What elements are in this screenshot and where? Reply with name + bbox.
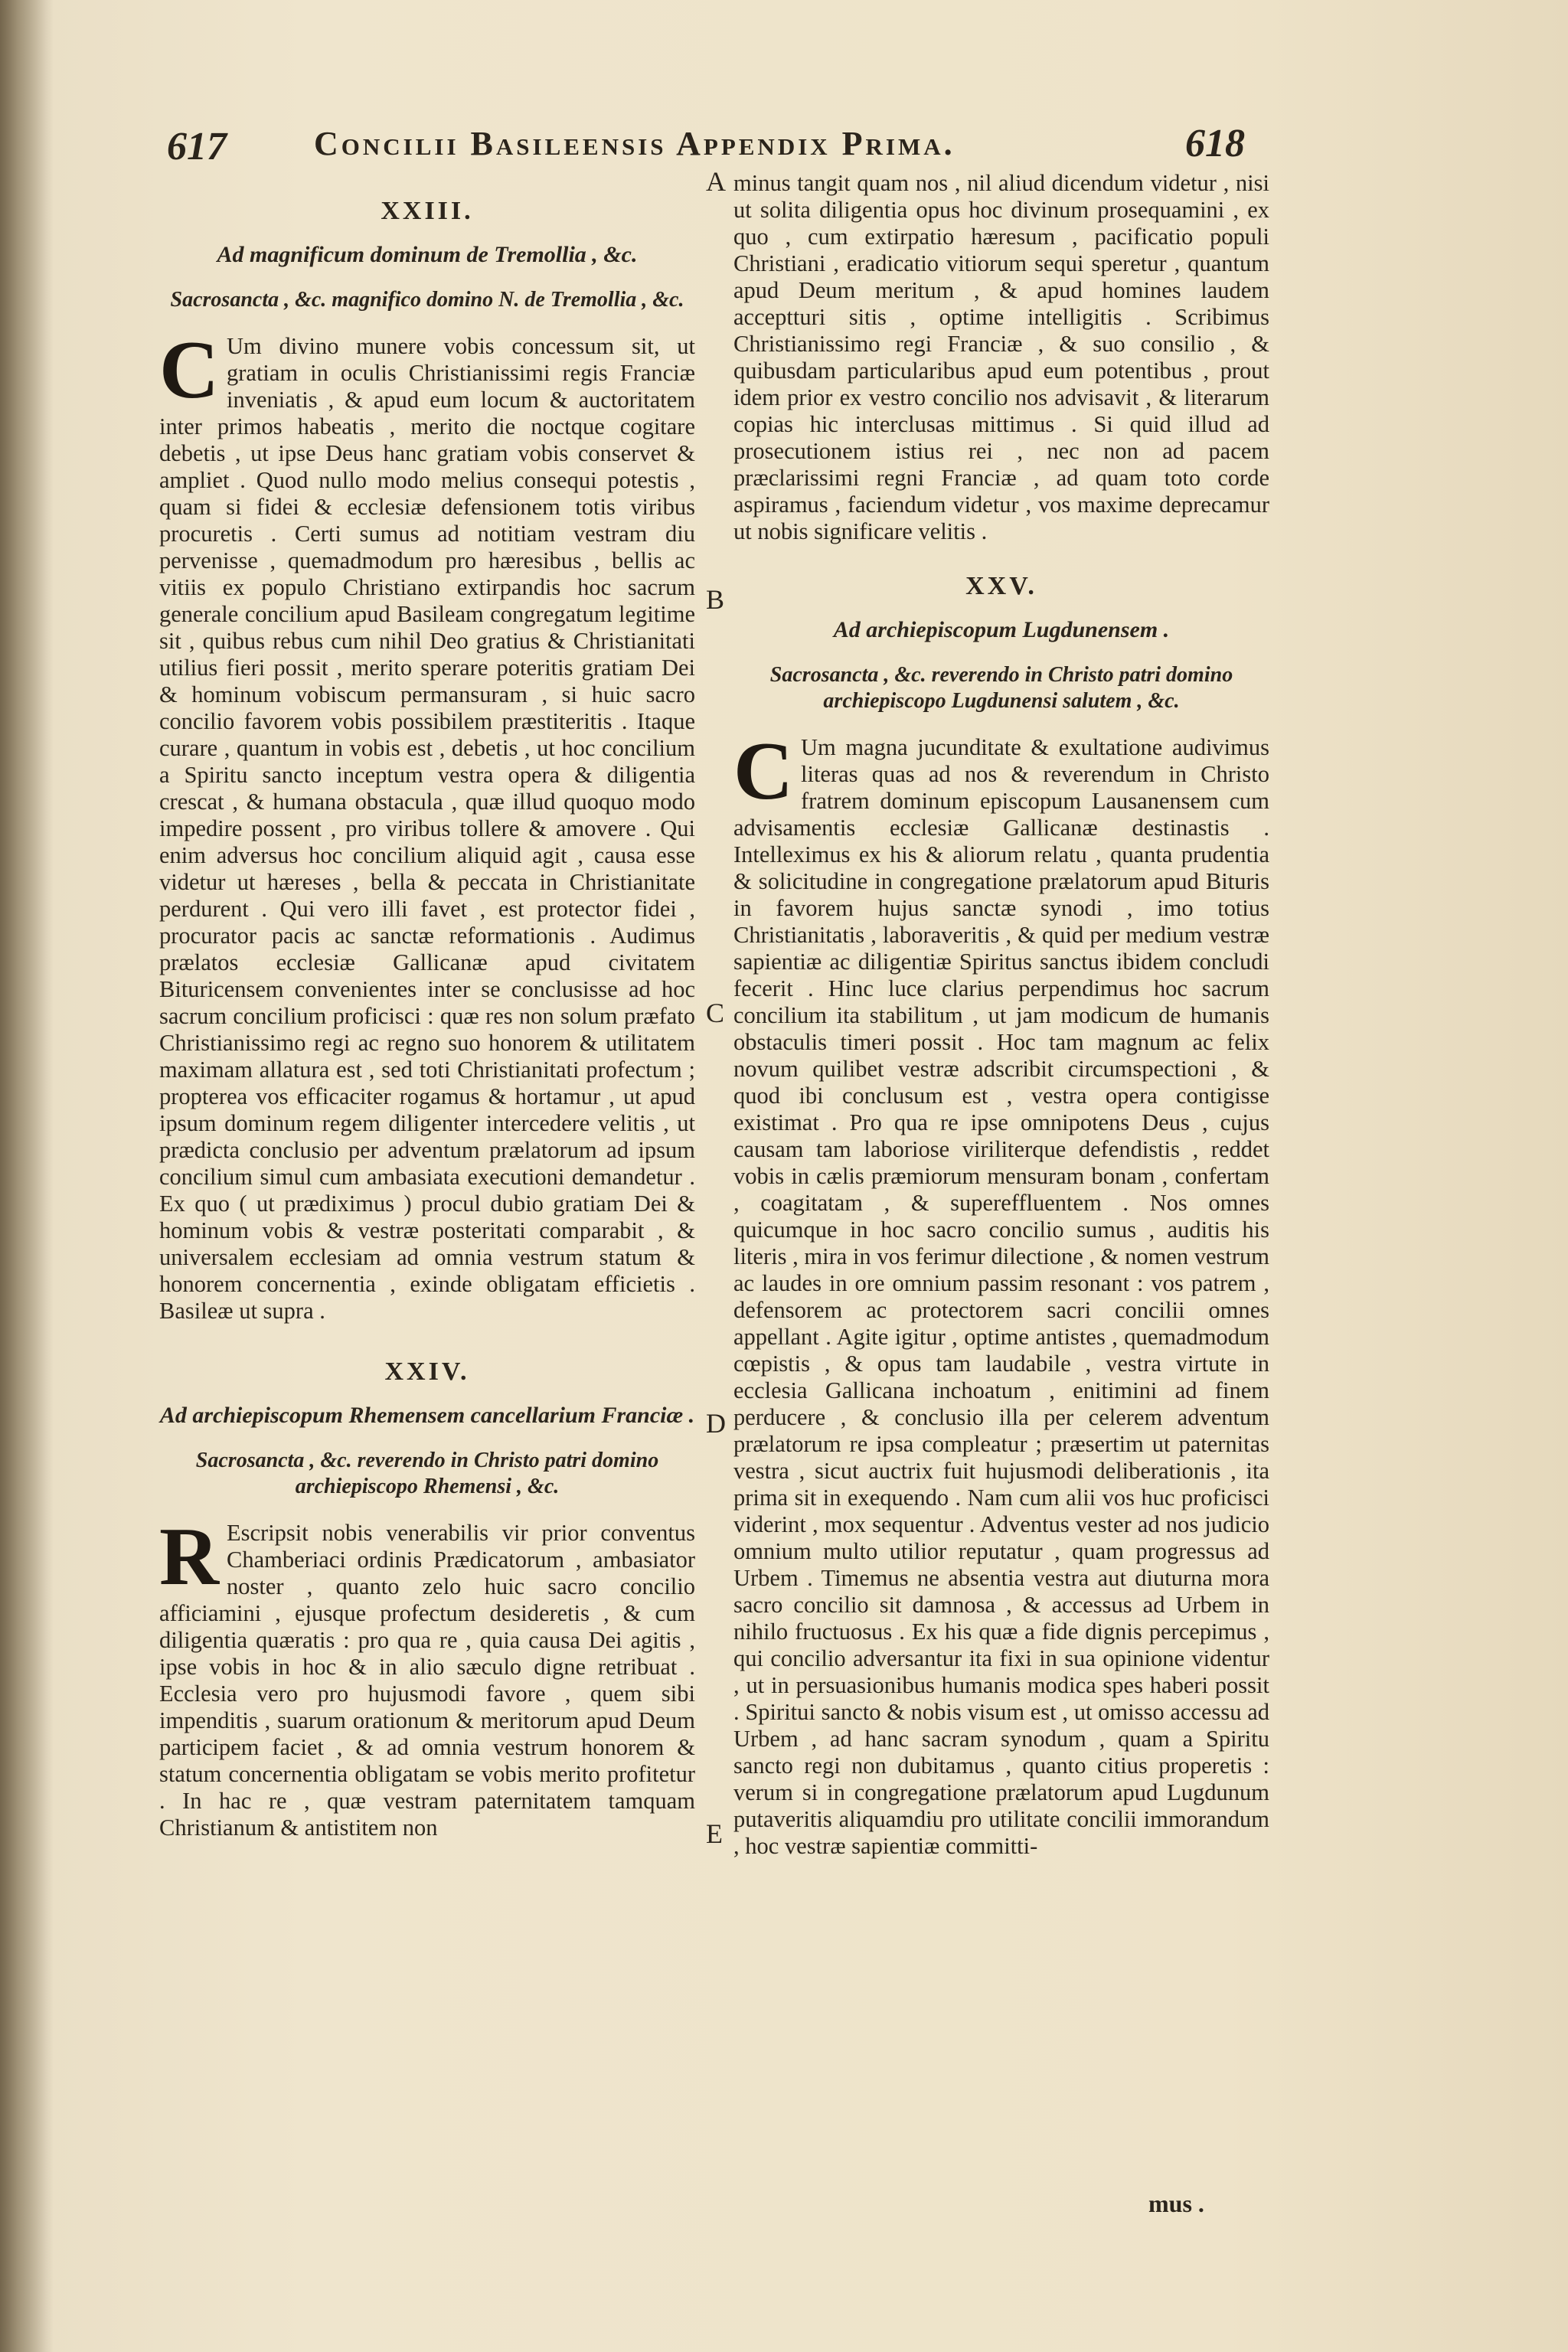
margin-marker-e: E (706, 1818, 723, 1849)
letter-address: Ad archiepiscopum Lugdunensem . (833, 617, 1170, 642)
margin-marker-d: D (706, 1408, 726, 1439)
running-title: Concilii Basileensis Appendix Prima. (314, 125, 956, 162)
letter-salutation: Sacrosancta , &c. magnifico domino N. de Tremollia , &c. (170, 288, 684, 312)
letter-body (159, 1511, 695, 1841)
page-number-right: 618 (1185, 122, 1245, 165)
letter-body (733, 726, 1269, 1860)
section-number: XXIII. (381, 197, 474, 225)
letter-text: Escripsit nobis venerabilis vir prior conventus Chamberiaci ordinis Prædicatorum , ambasiator noster , quanto zelo huic sacro concilio afficiamini , ejusque profectum desideretis , & cum diligentia quæratis : pro qua re , quia causa Dei agitis , ipse vobis in hoc & in alio sæculo digne retribuat . Ecclesia vero pro hujusmodi favore , quem sibi impenditis , suarum orationum & meritorum apud Deum participem faciet , & ad omnia vestrum honorem & statum concernentia obligatam se vobis merito profitetur . In hac re , quæ vestram paternitatem tamquam Christianum & antistitem non (159, 1520, 695, 1841)
letter-body (159, 325, 695, 1325)
letter-salutation: Sacrosancta , &c. reverendo in Christo patri domino archiepiscopo Rhemensi , &c. (195, 1449, 659, 1498)
letter-salutation: Sacrosancta , &c. reverendo in Christo patri domino archiepiscopo Lugdunensi salutem , &c. (769, 663, 1233, 713)
section-number: XXIV. (384, 1357, 470, 1386)
margin-marker-b: B (706, 584, 725, 615)
section-number: XXV. (965, 572, 1037, 600)
letter-text: Um magna jucunditate & exultatione audivimus literas quas ad nos & reverendum in Christo fratrem dominum episcopum Lausanensem cum advisamentis ecclesiæ Gallicanæ destinastis . Intelleximus ex his & aliorum relatu , quanta prudentia & solicitudine in congregatione prælatorum apud Bituris in favorem hujus sanctæ synodi , imo totius Christianitatis , laboraveritis , & quid per medium vestræ sapientiæ ac diligentiæ Spiritus sanctus ibidem concludi fecerit . Hinc luce clarius perpendimus hoc sacrum concilium ita stabilitum , ut jam modicum de humanis obstaculis timeri possit . Hoc tam magnum ac felix novum quilibet vestræ adscribit circumspectioni , & quod ibi conclusum est , vestra opera contigisse existimat . Pro qua re ipse omnipotens Deus , cujus causam tam laboriose viriliterque defendistis , reddet vobis in cælis præmiorum mensuram bonam , confertam , coagitatam , & supereffluentem . Nos omnes quicumque in hoc sacro concilio sumus , auditis his literis , mira in vos ferimur dilectione , & nomen vestrum ac laudes in ore omnium passim resonant : vos patrem , defensorem ac protectorem sacri concilii omnes appellant . Agite igitur , optime antistes , quemadmodum cœpistis , & opus tam laudabile , vestra virtute in ecclesia Gallicana inchoatum , enitimini ad finem perducere , & conclusio illa per celerem adventum prælatorum re ipsa compleatur ; præsertim ut paternitas vestra , sicut auctrix fuit hujusmodi deliberationis , ita prima sit in exequendo . Nam cum alii vos huc proficisci viderint , mox sequentur . Adventus vester ad nos judicio omnium multo utilior reputatur , quam progressus ad Urbem . Timemus ne absentia vestra aut diuturna mora sacro concilio sit damnosa , & accessus ad Urbem in nihilo fructuosus . Ex his quæ a fide dignis percepimus , qui concilio adversantur ita fixi in sua opinione videntur , ut in persuasionibus humanis modica spes haberi possit . Spiritui sancto & nobis visum est , ut omisso accessu ad Urbem , ad hanc sacram synodum , quam a Spiritu sancto regi non dubitamus , quanto citius properetis : verum si in congregatione prælatorum apud Lugdunum putaveritis aliquamdiu pro utilitate concilii immorandum , hoc vestræ sapientiæ committi- (733, 734, 1269, 1859)
letter-address: Ad magnificum dominum de Tremollia , &c. (217, 242, 638, 267)
drop-cap: R (159, 1511, 219, 1602)
right-column (733, 170, 1269, 1860)
letter-body-continuation (733, 170, 1269, 545)
catchword: mus . (1148, 2190, 1204, 2217)
binding-gutter-shadow (0, 0, 54, 2352)
letter-address: Ad archiepiscopum Rhemensem cancellarium Franciæ . (159, 1403, 695, 1428)
margin-marker-a: A (706, 166, 726, 197)
drop-cap: C (733, 726, 793, 817)
letter-text: Um divino munere vobis concessum sit, ut gratiam in oculis Christianissimi regis Franciæ inveniatis , & apud eum locum & auctoritatem inter primos habeatis , merito die noctque cogitare debetis , ut ipse Deus hanc gratiam vobis conservet & ampliet . Quod nullo modo melius consequi potestis , quam si fidei & ecclesiæ defensionem totis viribus procuretis . Certi sumus ad notitiam vestram diu pervenisse , quemadmodum pro hæresibus , bellis ac vitiis ex populo Christiano extirpandis hoc sacrum generale concilium apud Basileam congregatum legitime sit , quibus rebus cum nihil Deo gratius & Christianitati utilius fieri possit , merito sperare poteritis gratiam Dei & hominum vobiscum permansuram , si huic sacro concilio favorem vobis possibilem præstiteritis . Itaque curare , quantum in vobis est , debetis , ut hoc concilium a Spiritu sancto inceptum vestra opera & diligentia crescat , & humana obstacula , quæ illud quoquo modo impedire possent , pro viribus tollere & amovere . Qui enim adversus hoc concilium aliquid agit , causa esse videtur ut hæreses , bella & peccata in Christianitate perdurent . Qui vero illi favet , est protector fidei , procurator pacis ac sanctæ reformationis . Audimus prælatos ecclesiæ Gallicanæ apud civitatem Bituricensem convenientes inter se conclusisse ad hoc sacrum concilium proficisci : quæ res non solum præfato Christianissimo regi ac regno suo honorem & utilitatem maximam allatura est , sed toti Christianitati profectum ; propterea vos efficaciter rogamus & hortamur , ut apud ipsum dominum regem diligenter intercedere velitis , ut prædicta conclusio per adventum prælatorum ad ipsum concilium simul cum ambasiata executioni demandetur . Ex quo ( ut prædiximus ) procul dubio gratiam Dei & hominum vobis & vestræ posteritati comparabit , & universalem ecclesiam ad omnia vestrum statum & honorem concernentia , exinde obligatam efficietis . Basileæ ut supra . (159, 333, 695, 1324)
letter-text: minus tangit quam nos , nil aliud dicendum videtur , nisi ut solita diligentia opus hoc divinum prosequamini , ex quo , cum extirpatio hæresum , pacificatio populi Christiani , eradicatio vitiorum sequi speretur , quantum apud Deum meritum , & apud homines laudem acceptturi sitis , optime intelligitis . Scribimus Christianissimo regi Franciæ , & suo consilio , & quibusdam particularibus apud eum potentibus , prout idem prior ex vestro concilio nos advisavit , & literarum copias hic interclusas mittimus . Si quid illud ad prosecutionem istius rei , nec non ad pacem præclarissimi regni Franciæ , ad quam toto corde aspiramus , faciendum videtur , vos maxime deprecamur ut nobis significare velitis . (733, 170, 1269, 544)
drop-cap: C (159, 325, 219, 416)
left-column (159, 184, 695, 1841)
margin-marker-c: C (706, 998, 725, 1028)
page-number-left: 617 (167, 125, 227, 168)
